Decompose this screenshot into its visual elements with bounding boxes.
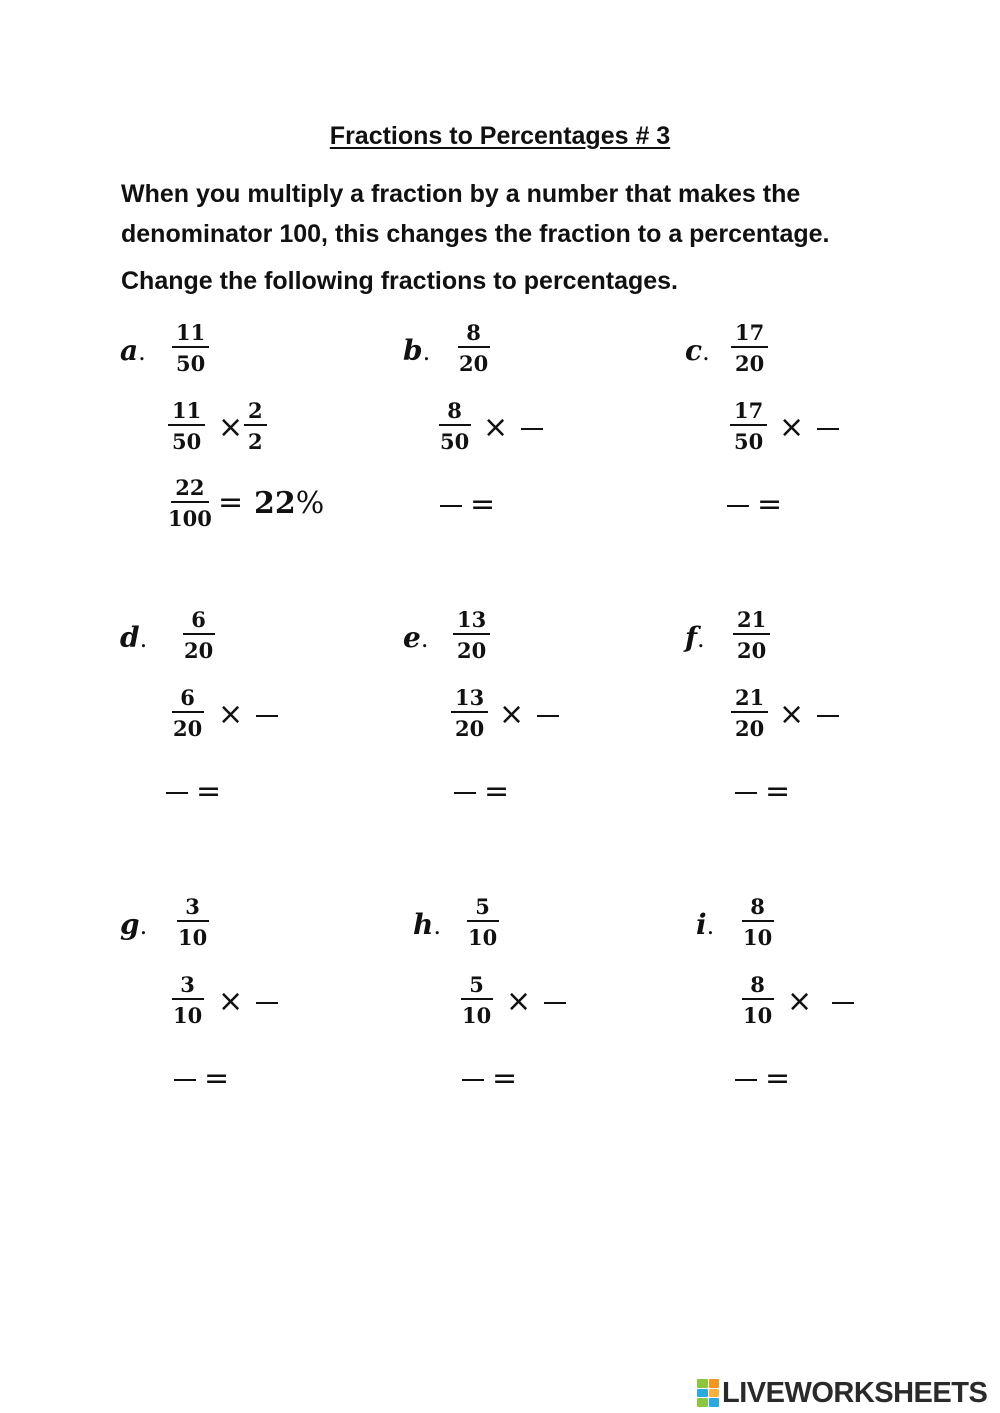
problem-h (413, 894, 673, 1124)
logo-square-orange (709, 1379, 720, 1388)
problem-c (685, 320, 945, 550)
problem-f (685, 607, 945, 837)
liveworksheets-brand-text: LIVEWORKSHEETS (722, 1376, 988, 1409)
multiplier-blank[interactable] (544, 1002, 566, 1004)
given-fraction: $\frac{8}{10}$ (743, 894, 773, 950)
problem-letter: a. (120, 334, 146, 367)
problem-b (403, 320, 663, 550)
logo-square-blue (697, 1389, 708, 1398)
times-sign: × (787, 984, 813, 1019)
given-fraction: $\frac{8}{20}$ (459, 320, 489, 376)
given-fraction: $\frac{21}{20}$ (733, 609, 770, 661)
times-sign: × (779, 410, 805, 445)
multiplier-fraction: $\frac{2}{2}$ (244, 400, 267, 452)
step1-fraction: $\frac{13}{20}$ (451, 687, 488, 739)
times-sign: × (218, 410, 244, 445)
logo-square-green (697, 1379, 708, 1388)
result-blank[interactable] (166, 792, 188, 794)
result-blank[interactable] (454, 792, 476, 794)
equals-sign: = (204, 1061, 230, 1096)
result-blank[interactable] (174, 1079, 196, 1081)
result-blank[interactable] (735, 1079, 757, 1081)
times-sign: × (779, 697, 805, 732)
problem-letter: h. (413, 908, 441, 941)
instruction-text: Change the following fractions to percentages. (121, 267, 679, 295)
step1-fraction: $\frac{6}{20}$ (173, 685, 203, 741)
equals-sign: = (765, 774, 791, 809)
problem-letter: i. (696, 908, 715, 941)
worksheet-title: Fractions to Percentages # 3 (329, 122, 671, 150)
logo-square-green-2 (697, 1398, 708, 1407)
problem-d (120, 607, 380, 837)
answer-percentage: 22% (254, 486, 325, 521)
given-fraction: $\frac{17}{20}$ (731, 322, 768, 374)
given-fraction: $\frac{11}{50}$ (172, 322, 209, 374)
problem-letter: d. (120, 621, 148, 654)
step1-fraction: $\frac{8}{50}$ (440, 398, 470, 454)
given-fraction: $\frac{3}{10}$ (178, 894, 208, 950)
multiplier-blank[interactable] (832, 1002, 854, 1004)
multiplier-blank[interactable] (817, 715, 839, 717)
times-sign: × (499, 697, 525, 732)
multiplier-blank[interactable] (256, 1002, 278, 1004)
equals-sign: = (765, 1061, 791, 1096)
equals-sign: = (484, 774, 510, 809)
times-sign: × (218, 984, 244, 1019)
equals-sign: = (492, 1061, 518, 1096)
liveworksheets-logo-icon (697, 1379, 719, 1407)
logo-square-yellow (709, 1389, 720, 1398)
intro-line-2: denominator 100, this changes the fraction to a percentage. (121, 220, 830, 248)
liveworksheets-logo (697, 1377, 987, 1409)
equals-sign: = (757, 487, 783, 522)
step1-fraction: $\frac{5}{10}$ (462, 972, 492, 1028)
result-blank[interactable] (727, 505, 749, 507)
given-fraction: $\frac{13}{20}$ (453, 609, 490, 661)
intro-text (121, 174, 921, 254)
problem-g (120, 894, 380, 1124)
step1-fraction: $\frac{17}{50}$ (730, 400, 767, 452)
multiplier-blank[interactable] (817, 428, 839, 430)
intro-line-1: When you multiply a fraction by a number that makes the (121, 180, 801, 208)
given-fraction: $\frac{5}{10}$ (468, 894, 498, 950)
step1-fraction: $\frac{11}{50}$ (168, 400, 205, 452)
multiplier-blank[interactable] (521, 428, 543, 430)
times-sign: × (483, 410, 509, 445)
result-blank[interactable] (440, 505, 462, 507)
result-fraction: $\frac{22}{100}$ (168, 475, 212, 531)
times-sign: × (506, 984, 532, 1019)
step1-fraction: $\frac{8}{10}$ (743, 972, 773, 1028)
step1-fraction: $\frac{21}{20}$ (731, 687, 768, 739)
multiplier-blank[interactable] (537, 715, 559, 717)
logo-square-blue-2 (709, 1398, 720, 1407)
problem-letter: e. (403, 621, 429, 654)
given-fraction: $\frac{6}{20}$ (184, 607, 214, 663)
result-blank[interactable] (462, 1079, 484, 1081)
result-blank[interactable] (735, 792, 757, 794)
problem-letter: f. (685, 621, 705, 654)
problem-a (120, 320, 380, 550)
multiplier-blank[interactable] (256, 715, 278, 717)
equals-sign: = (218, 485, 244, 520)
problem-i (696, 894, 956, 1124)
problem-letter: g. (120, 908, 148, 941)
equals-sign: = (470, 487, 496, 522)
problem-e (403, 607, 663, 837)
problem-letter: c. (685, 334, 710, 367)
times-sign: × (218, 697, 244, 732)
equals-sign: = (196, 774, 222, 809)
step1-fraction: $\frac{3}{10}$ (173, 972, 203, 1028)
problem-letter: b. (403, 334, 431, 367)
